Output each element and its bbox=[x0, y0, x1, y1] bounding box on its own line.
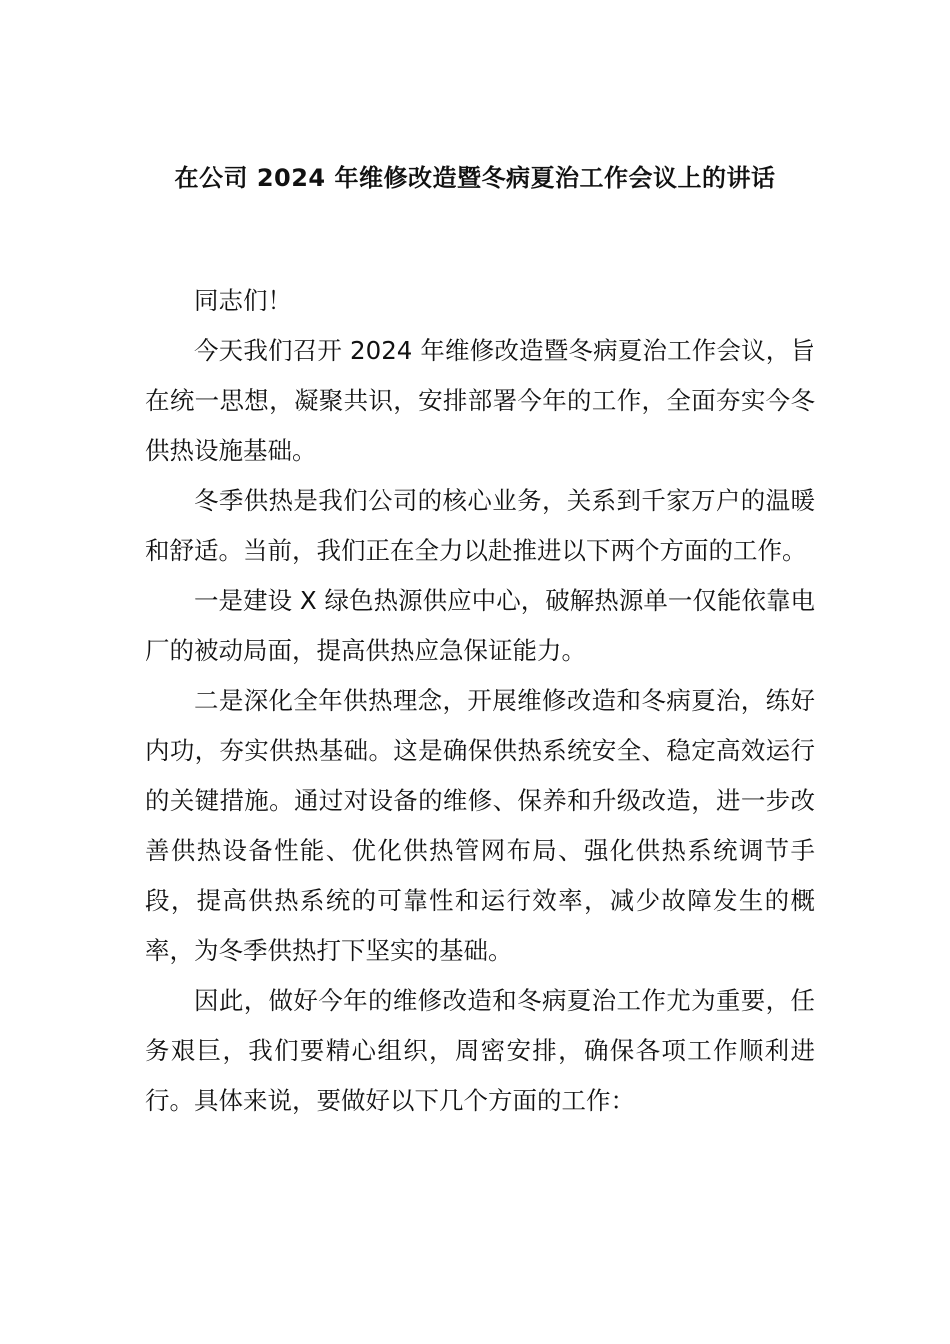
paragraph-greeting: 同志们！ bbox=[194, 286, 292, 315]
paragraph-2: 冬季供热是我们公司的核心业务，关系到千家万户的温暖和舒适。当前，我们正在全力以赴推进以下两个方面的工作。 bbox=[145, 486, 815, 565]
paragraph-5: 因此，做好今年的维修改造和冬病夏治工作尤为重要，任务艰巨，我们要精心组织，周密安排，确保各项工作顺利进行。具体来说，要做好以下几个方面的工作： bbox=[145, 986, 815, 1115]
document-body bbox=[145, 276, 815, 1126]
paragraph-1: 今天我们召开 2024 年维修改造暨冬病夏治工作会议，旨在统一思想，凝聚共识，安排部署今年的工作，全面夯实今冬供热设施基础。 bbox=[145, 336, 815, 465]
paragraph-4: 二是深化全年供热理念，开展维修改造和冬病夏治，练好内功，夯实供热基础。这是确保供热系统安全、稳定高效运行的关键措施。通过对设备的维修、保养和升级改造，进一步改善供热设备性能、优化供热管网布局、强化供热系统调节手段，提高供热系统的可靠性和运行效率，减少故障发生的概率，为冬季供热打下坚实的基础。 bbox=[145, 686, 815, 965]
document-title: 在公司 2024 年维修改造暨冬病夏治工作会议上的讲话 bbox=[174, 164, 776, 192]
paragraph-3: 一是建设 X 绿色热源供应中心，破解热源单一仅能依靠电厂的被动局面，提高供热应急保证能力。 bbox=[145, 586, 815, 665]
